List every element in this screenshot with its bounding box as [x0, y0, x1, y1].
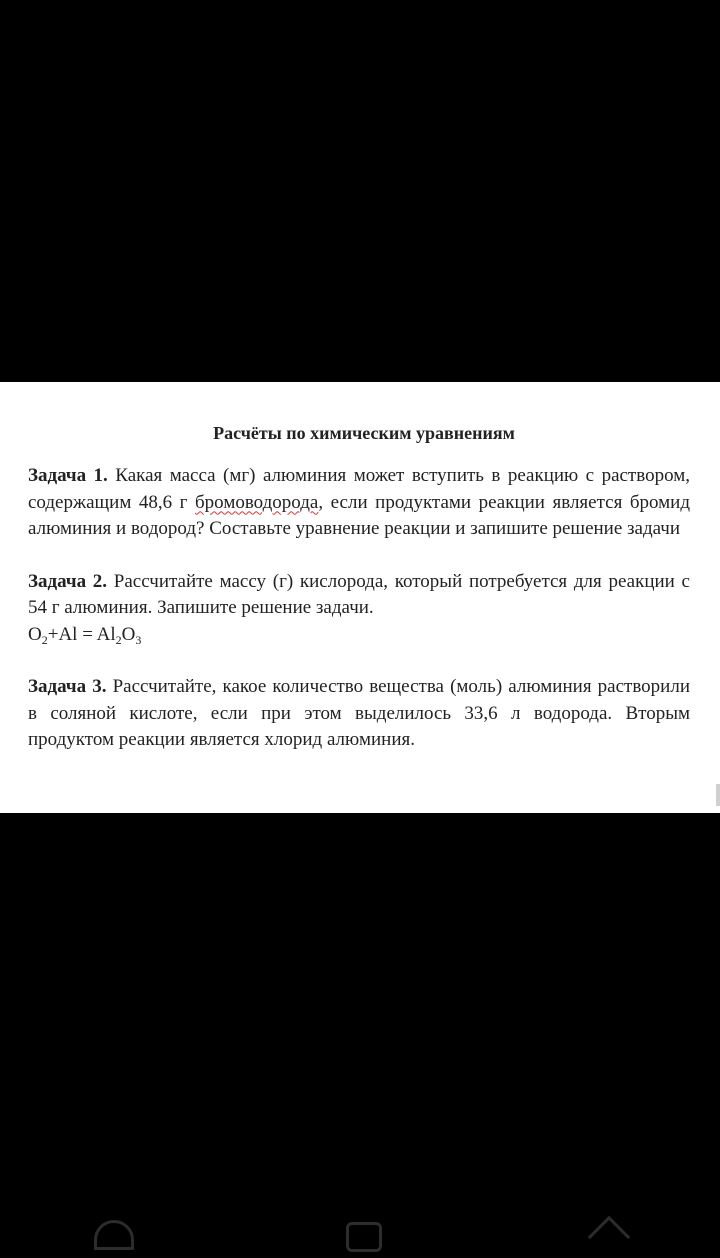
- formula-o: O: [28, 623, 42, 645]
- task-2-formula: [28, 622, 690, 649]
- formula-o2-sub: 3: [135, 632, 142, 647]
- task-2-text: Рассчитайте массу (г) кислорода, который потребуется для реакции с 54 г алюминия. Запишите решение задачи.: [28, 570, 690, 618]
- task-1-label: Задача 1.: [28, 465, 108, 486]
- document-title: Расчёты по химическим уравнениям: [213, 423, 515, 443]
- heart-icon[interactable]: [94, 1220, 134, 1250]
- square-icon[interactable]: [346, 1222, 382, 1252]
- task-1: [28, 463, 690, 543]
- formula-mid: +Al = Al: [47, 623, 116, 645]
- scroll-edge-indicator: [716, 784, 720, 806]
- task-1-underlined-word: бромоводорода: [195, 491, 319, 513]
- task-1-text-after: , если продуктами реакции является бромид алюминия и водород? Составьте уравнение реакции и запишите решение задачи: [28, 491, 690, 539]
- task-3: [28, 674, 690, 754]
- task-1-text-before: Какая масса (мг) алюминия может вступить в реакцию с раствором, содержащим 48,6 г: [28, 465, 690, 513]
- formula-al-sub: 2: [115, 632, 122, 647]
- task-2-label: Задача 2.: [28, 570, 108, 592]
- task-3-text: Рассчитайте, какое количество вещества (моль) алюминия растворили в соляной кислоте, если при этом выделилось 33,6 л водорода. Вторым продуктом реакции является хлорид алюминия.: [28, 676, 690, 750]
- formula-o-sub: 2: [41, 632, 48, 647]
- task-3-label: Задача 3.: [28, 676, 107, 697]
- formula-o2: O: [121, 623, 136, 645]
- task-2: [28, 569, 690, 649]
- document-image: [0, 382, 720, 813]
